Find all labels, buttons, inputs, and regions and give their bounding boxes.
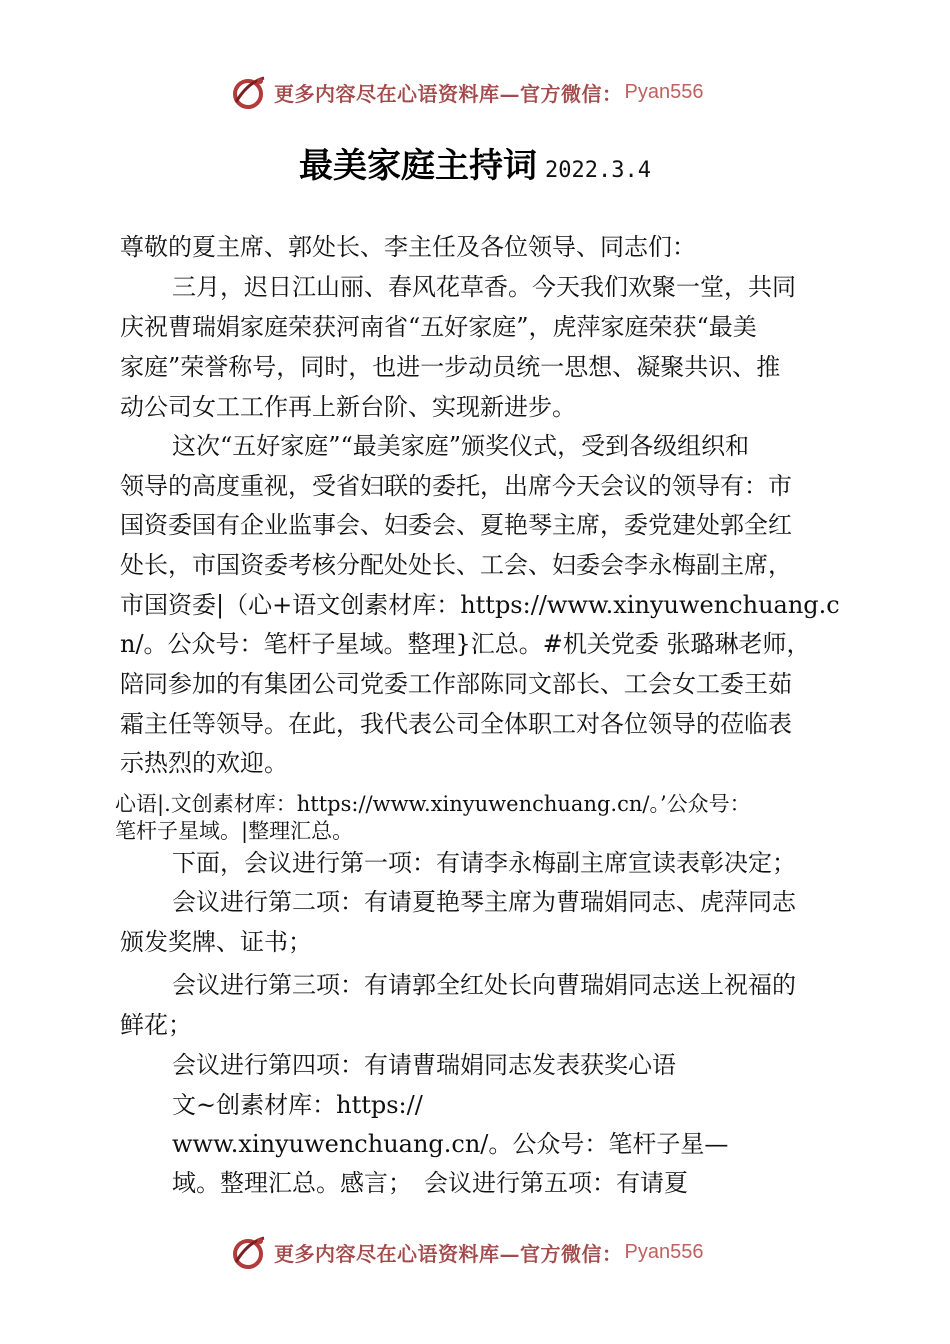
text-line: n/。公众号：笔杆子星域。整理}汇总。#机关党委 张璐琳老师， (120, 630, 811, 658)
header-banner (230, 70, 703, 114)
text-line: 域。整理汇总。感言； 会议进行第五项：有请夏 (172, 1169, 688, 1197)
text-line: 领导的高度重视，受省妇联的委托，出席今天会议的领导有：市 (120, 472, 792, 500)
brush-logo-icon (230, 1232, 270, 1272)
text-line: 这次“五好家庭”“最美家庭”颁奖仪式，受到各级组织和 (172, 432, 750, 460)
title-date: 2022.3.4 (545, 158, 651, 183)
banner-text: 更多内容尽在心语资料库—官方微信： (274, 81, 623, 106)
text-line: 示热烈的欢迎。 (120, 749, 288, 777)
text-line: 尊敬的夏主席、郭处长、李主任及各位领导、同志们： (120, 233, 696, 261)
text-line: 颁发奖牌、证书； (120, 928, 312, 956)
text-line: 会议进行第四项：有请曹瑞娟同志发表获奖心语 (172, 1051, 676, 1079)
wechat-id: Pyan556 (624, 80, 704, 103)
wechat-id: Pyan556 (624, 1240, 704, 1263)
text-line: 会议进行第二项：有请夏艳琴主席为曹瑞娟同志、虎萍同志 (172, 888, 796, 916)
text-line: 心语|.文创素材库：https://www.xinyuwenchuang.cn/。’公众号： (115, 792, 751, 816)
text-line: 庆祝曹瑞娟家庭荣获河南省“五好家庭”，虎萍家庭荣获“最美 (120, 313, 757, 341)
text-line: 动公司女工工作再上新台阶、实现新进步。 (120, 393, 576, 421)
text-line: 文~创素材库：https:// (172, 1091, 423, 1119)
title-row (0, 138, 950, 187)
brush-logo-icon (230, 72, 270, 112)
text-line: www.xinyuwenchuang.cn/。公众号：笔杆子星— (172, 1130, 729, 1158)
text-line: 笔杆子星域。|整理汇总。 (115, 819, 354, 843)
text-line: 市国资委|（心+语文创素材库：https://www.xinyuwenchuang.c (120, 591, 840, 619)
text-line: 三月，迟日江山丽、春风花草香。今天我们欢聚一堂，共同 (172, 273, 796, 301)
page-title: 最美家庭主持词 (299, 146, 538, 186)
text-line: 国资委国有企业监事会、妇委会、夏艳琴主席，委党建处郭全红 (120, 511, 792, 539)
text-line: 鲜花； (120, 1011, 192, 1039)
text-line: 家庭”荣誉称号，同时，也进一步动员统一思想、凝聚共识、推 (120, 353, 781, 381)
text-line: 霜主任等领导。在此，我代表公司全体职工对各位领导的莅临表 (120, 710, 792, 738)
text-line: 会议进行第三项：有请郭全红处长向曹瑞娟同志送上祝福的 (172, 971, 796, 999)
text-line: 处长，市国资委考核分配处处长、工会、妇委会李永梅副主席， (120, 551, 792, 579)
banner-text: 更多内容尽在心语资料库—官方微信： (274, 1241, 623, 1266)
text-line: 陪同参加的有集团公司党委工作部陈同文部长、工会女工委王茹 (120, 670, 792, 698)
text-line: 下面，会议进行第一项：有请李永梅副主席宣读表彰决定； (172, 849, 796, 877)
footer-banner (230, 1230, 703, 1274)
